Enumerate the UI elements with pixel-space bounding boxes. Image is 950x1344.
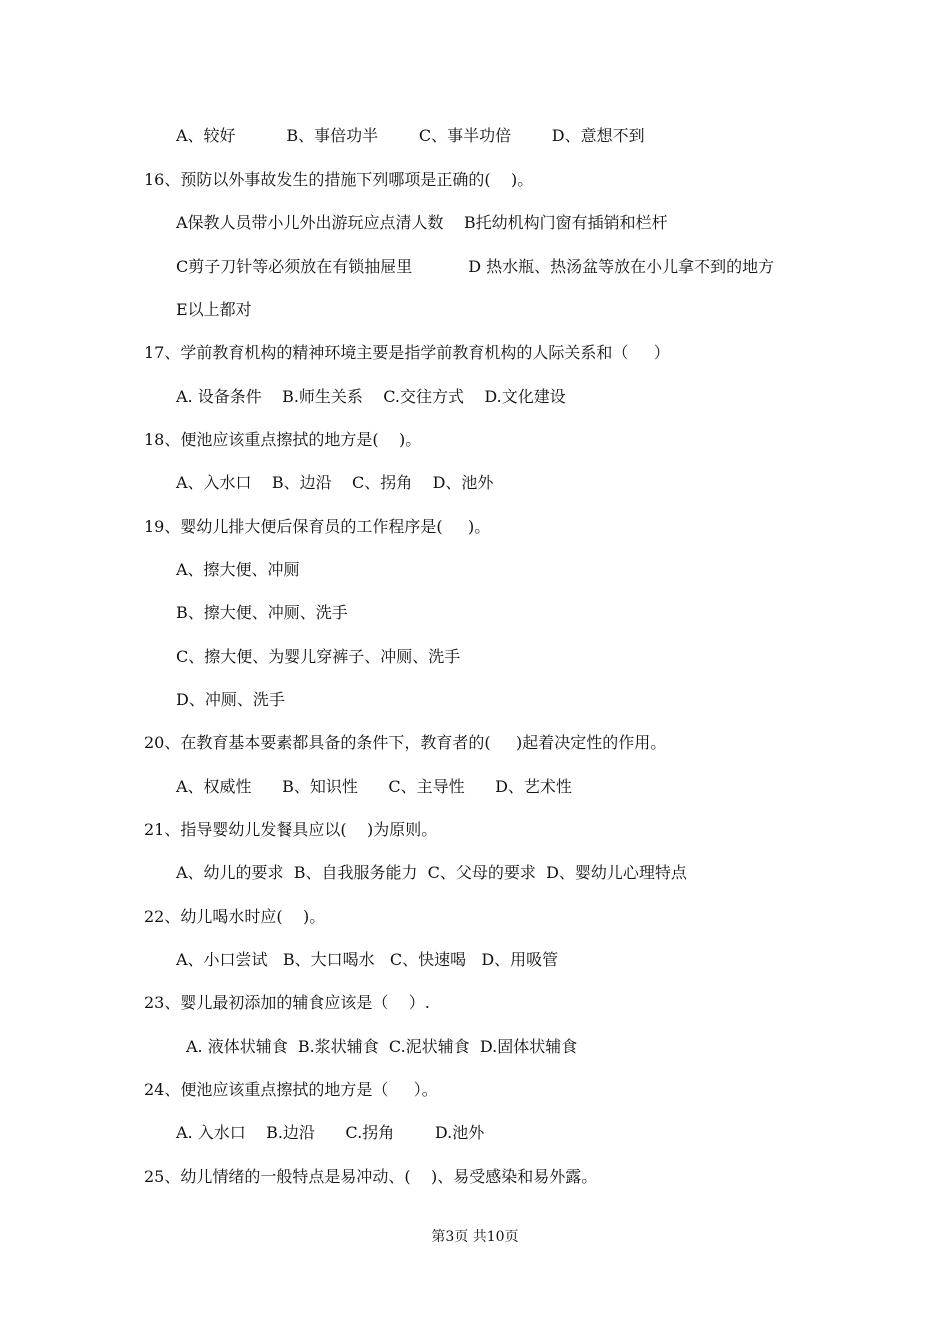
q19-option-a: A、擦大便、冲厕	[176, 560, 300, 579]
question-21: 21、指导婴幼儿发餐具应以( )为原则。	[144, 820, 438, 839]
question-19: 19、婴幼儿排大便后保育员的工作程序是( )。	[144, 517, 491, 536]
question-22: 22、幼儿喝水时应( )。	[144, 907, 326, 926]
q16-options-ab: A保教人员带小儿外出游玩应点清人数 B托幼机构门窗有插销和栏杆	[176, 213, 668, 232]
page-footer: 第3页 共10页	[431, 1229, 519, 1245]
q24-options: A. 入水口 B.边沿 C.拐角 D.池外	[176, 1123, 485, 1142]
q17-options: A. 设备条件 B.师生关系 C.交往方式 D.文化建设	[176, 387, 566, 406]
q18-options: A、入水口 B、边沿 C、拐角 D、池外	[176, 473, 494, 492]
question-18: 18、便池应该重点擦拭的地方是( )。	[144, 430, 422, 449]
q19-option-b: B、擦大便、冲厕、洗手	[176, 603, 348, 622]
q19-option-c: C、擦大便、为婴儿穿裤子、冲厕、洗手	[176, 647, 461, 666]
question-25: 25、幼儿情绪的一般特点是易冲动、( )、易受感染和易外露。	[144, 1167, 598, 1186]
q22-options: A、小口尝试 B、大口喝水 C、快速喝 D、用吸管	[176, 950, 559, 969]
question-17: 17、学前教育机构的精神环境主要是指学前教育机构的人际关系和（ ）	[144, 343, 670, 362]
q23-options: A. 液体状辅食 B.浆状辅食 C.泥状辅食 D.固体状辅食	[186, 1037, 578, 1056]
q21-options: A、幼儿的要求 B、自我服务能力 C、父母的要求 D、婴幼儿心理特点	[176, 863, 687, 882]
q19-option-d: D、冲厕、洗手	[176, 690, 285, 709]
q16-options-cd: C剪子刀针等必须放在有锁抽屉里 D 热水瓶、热汤盆等放在小儿拿不到的地方	[176, 257, 775, 276]
question-24: 24、便池应该重点擦拭的地方是（ ）。	[144, 1080, 438, 1099]
question-20: 20、在教育基本要素都具备的条件下，教育者的( )起着决定性的作用。	[144, 733, 667, 752]
q15-options: A、较好 B、事倍功半 C、事半功倍 D、意想不到	[176, 126, 645, 145]
q16-option-e: E以上都对	[176, 300, 252, 319]
question-23: 23、婴儿最初添加的辅食应该是（ ）.	[144, 993, 430, 1012]
q20-options: A、权威性 B、知识性 C、主导性 D、艺术性	[176, 777, 572, 796]
question-16: 16、预防以外事故发生的措施下列哪项是正确的( )。	[144, 170, 534, 189]
